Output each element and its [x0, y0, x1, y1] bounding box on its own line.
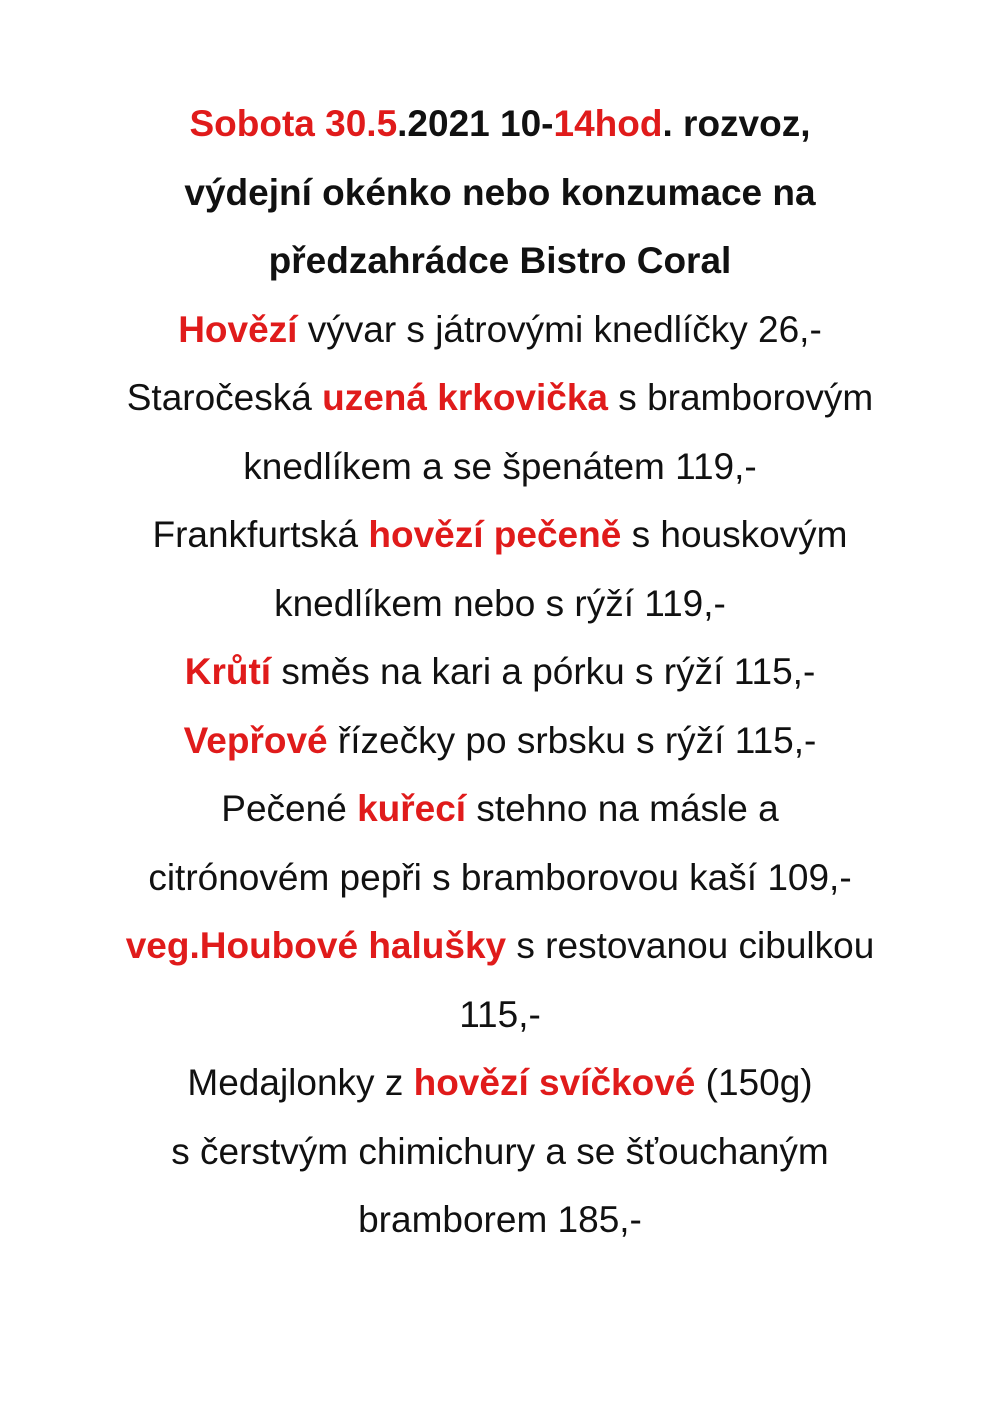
- header-line-3: předzahrádce Bistro Coral: [268, 240, 732, 281]
- header-line-1: [0, 90, 1000, 159]
- menu-item-8-line-3: bramborem 185,-: [358, 1199, 642, 1240]
- menu-item-8-prefix: Medajlonky z: [187, 1062, 414, 1103]
- menu-item-7-highlight: veg.Houbové halušky: [125, 925, 507, 966]
- menu-item-6-text: stehno na másle a: [466, 788, 779, 829]
- menu-item-6-prefix: Pečené: [221, 788, 358, 829]
- menu-item-6: [0, 775, 1000, 844]
- menu-item-1: [0, 296, 1000, 365]
- menu-item-1-text: vývar s játrovými knedlíčky 26,-: [297, 308, 822, 350]
- header-line-1-rest: . rozvoz,: [662, 103, 811, 144]
- menu-item-8: [0, 1049, 1000, 1118]
- header-line-2: výdejní okénko nebo konzumace na: [184, 171, 816, 213]
- menu-item-8-line-2: s čerstvým chimichury a se šťouchaným: [171, 1130, 829, 1172]
- menu-item-3-prefix: Frankfurtská: [152, 514, 369, 555]
- menu-item-5: [0, 707, 1000, 776]
- menu-item-2-line-2: knedlíkem a se špenátem 119,-: [243, 445, 757, 487]
- menu-item-2-text: s bramborovým: [608, 377, 874, 418]
- menu-item-1-highlight: Hovězí: [178, 308, 298, 350]
- header-time-end: 14hod: [553, 103, 663, 144]
- menu-item-3-line-2: knedlíkem nebo s rýží 119,-: [274, 582, 726, 624]
- menu-item-4-text: směs na kari a pórku s rýží 115,-: [271, 651, 816, 692]
- menu-item-4-highlight: Krůtí: [184, 651, 272, 692]
- menu-item-3: [0, 501, 1000, 570]
- menu-item-6-highlight: kuřecí: [357, 788, 467, 829]
- header-date-rest: .2021 10-: [397, 103, 554, 144]
- menu-item-8-text: (150g): [695, 1062, 813, 1103]
- menu-item-7-line-2: 115,-: [459, 993, 541, 1035]
- menu-item-3-text: s houskovým: [621, 514, 848, 555]
- menu-item-7-text: s restovanou cibulkou: [506, 925, 875, 966]
- menu-item-2-prefix: Staročeská: [126, 377, 323, 418]
- menu-item-2-highlight: uzená krkovička: [322, 377, 609, 418]
- menu-item-5-highlight: Vepřové: [183, 719, 328, 761]
- menu-item-2: [0, 364, 1000, 433]
- header-day: Sobota 30.5: [189, 103, 398, 144]
- menu-item-7: [0, 912, 1000, 981]
- menu-item-4: [0, 638, 1000, 707]
- menu-list: [0, 296, 1000, 1255]
- menu-item-5-text: řízečky po srbsku s rýží 115,-: [327, 719, 817, 761]
- menu-item-6-line-2: citrónovém pepři s bramborovou kaší 109,-: [148, 856, 852, 898]
- header: [0, 90, 1000, 296]
- menu-item-3-highlight: hovězí pečeně: [368, 514, 622, 555]
- menu-item-8-highlight: hovězí svíčkové: [413, 1062, 696, 1103]
